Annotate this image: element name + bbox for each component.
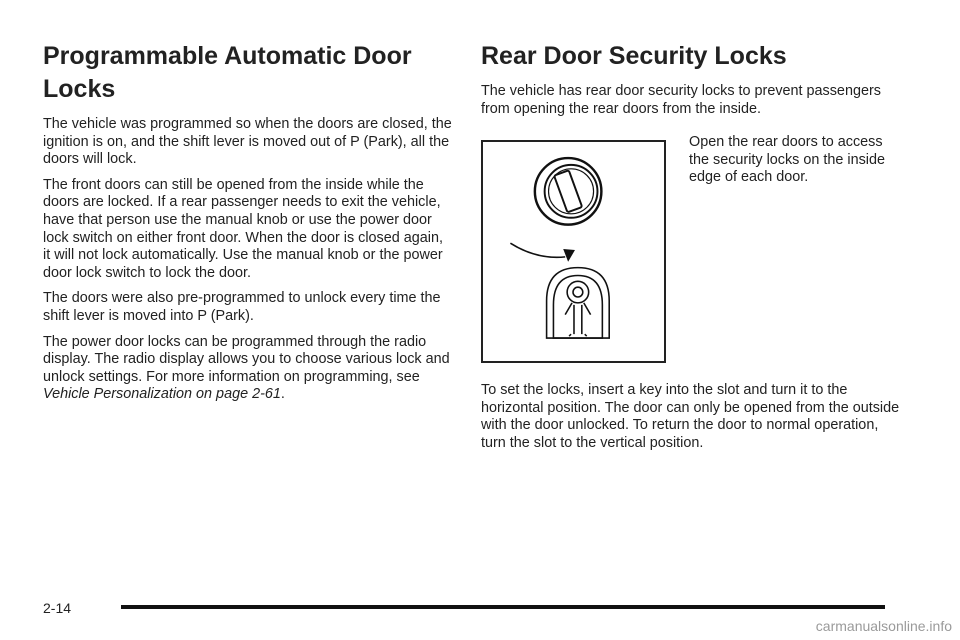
lock-diagram-icon	[483, 142, 664, 361]
section-heading-security-locks: Rear Door Security Locks	[481, 42, 787, 70]
turn-arrow-icon	[510, 243, 575, 262]
section-heading-door-locks: Programmable Automatic Door Locks	[43, 42, 412, 103]
left-column	[43, 40, 453, 412]
figure-caption: Open the rear doors to access the security locks on the inside edge of each door.	[689, 134, 885, 186]
right-column	[481, 40, 901, 461]
paragraph-1: The vehicle was programmed so when the doors are closed, the ignition is on, and the shift lever is moved out of P (Park), all the doors will lock.	[43, 116, 452, 168]
watermark: carmanualsonline.info	[815, 618, 952, 634]
paragraph-3: The doors were also pre-programmed to unlock every time the shift lever is moved into P (Park).	[43, 290, 441, 324]
paragraph-2: The front doors can still be opened from the inside while the doors are locked. If a rear passenger needs to exit the vehicle, have that person use the manual knob or use the power door lock switch on either front door. When the door is closed again, it will not lock automatically. Use the manual knob or the power door lock switch to lock the door.	[43, 176, 443, 281]
security-lock-illustration	[481, 140, 666, 363]
child-lock-symbol-icon	[547, 268, 610, 338]
instructions-paragraph: To set the locks, insert a key into the slot and turn it to the horizontal position. The door can only be opened from the outside with the door unlocked. To return the door to normal operation, turn the slot to the vertical position.	[481, 382, 900, 451]
intro-paragraph: The vehicle has rear door security locks to prevent passengers from opening the rear doors from the inside.	[481, 83, 881, 117]
footer-rule	[121, 605, 885, 609]
cross-reference-link[interactable]: Vehicle Personalization on page 2-61	[43, 386, 281, 403]
paragraph-4-end: .	[280, 386, 285, 403]
paragraph-4	[43, 334, 453, 404]
page-number: 2-14	[43, 600, 72, 616]
figure-row	[481, 134, 901, 372]
paragraph-4-text: The power door locks can be programmed through the radio display. The radio display allows you to choose various lock and unlock settings. For more information on programming, see	[43, 333, 450, 385]
lock-cylinder-icon	[535, 158, 602, 225]
page-footer	[43, 598, 885, 618]
